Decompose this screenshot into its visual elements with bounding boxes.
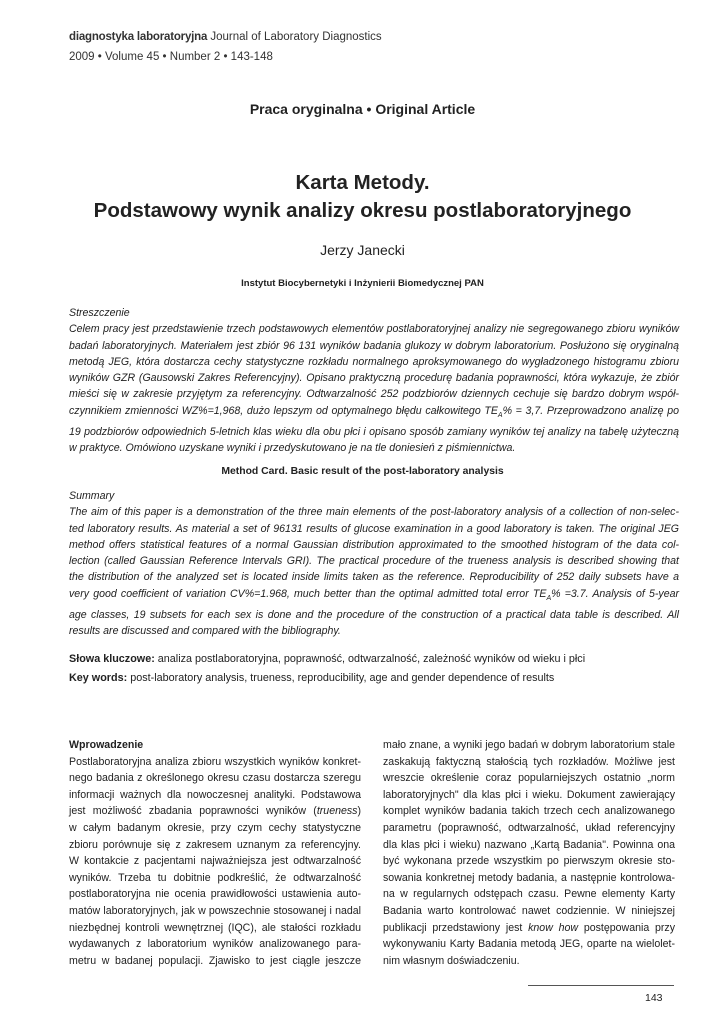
keywords-pl-label: Słowa kluczowe:	[69, 653, 155, 665]
body-line: na w regularnych odstępach czasu. Pewne elementy Karty	[383, 888, 675, 901]
body-line: informacji ważnych dla nowoczesnej analityki. Podstawowa	[69, 788, 361, 801]
body-line: Badania warto kontrolować nawet codziennie. W niniejszej	[383, 904, 675, 917]
abstract-pl-line-te	[69, 403, 679, 424]
body-line-text: publikacji przedstawiony jest	[383, 921, 529, 934]
title-line-2: Podstawowy wynik analizy okresu postlaboratoryjnego	[93, 199, 632, 222]
keywords-en-label: Key words:	[69, 672, 128, 684]
keywords-pl	[69, 651, 679, 667]
body-line-trueness	[69, 803, 361, 820]
body-line: niezbędnej kontroli wewnętrznej (IQC), ale stałości rozkładu	[69, 921, 361, 934]
abstract-en-line: lection (called Gaussian Reference Intervals GRI). The practical procedure of the trueness analysis is described showing that	[69, 555, 679, 568]
body-line: zbioru porównuje się z zakresem uznanym za referencyjny.	[69, 838, 361, 851]
body-right-column	[383, 737, 675, 969]
body-line-knowhow	[383, 920, 675, 937]
body-line: mało znane, a wyniki jego badań w dobrym laboratorium stale	[383, 739, 675, 751]
body-left-column	[69, 737, 361, 969]
know-how-tail: postępowania przy	[578, 921, 676, 934]
body-line: parametru (poprawność, odtwarzalność, układ referencyjny	[383, 821, 675, 834]
english-title: Method Card. Basic result of the post-laboratory analysis	[221, 466, 504, 477]
abstract-en-line: method offers statistical features of a normal Gaussian distribution approximated to the smoothed histogram of the data col-	[69, 538, 679, 551]
abstract-pl	[69, 305, 679, 457]
abstract-en-te-tail: % =3.7. Analysis of 5-year	[551, 587, 680, 600]
author: Jerzy Janecki	[320, 242, 405, 258]
keywords-en-text: post-laboratory analysis, trueness, reproducibility, age and gender dependence of results	[130, 672, 555, 684]
footer-rule	[528, 985, 674, 986]
abstract-pl-line: 19 podzbiorów odpowiednich 5-letnich klas wieku dla obu płci i opisano sposób zamiany wyników tej analizy na tabelę użyteczną	[69, 426, 679, 439]
body-line: W kontakcie z pacjentami najważniejsza jest odtwarzalność	[69, 855, 361, 868]
body-line: nim własnym doświadczeniu.	[383, 954, 520, 967]
abstract-pl-line: metodą JEG, która dostarcza cechy statystyczne rozkładu normalnego aproksymowanego do wygładzonego histogramu zbioru	[69, 355, 679, 368]
section-label: Praca oryginalna • Original Article	[249, 101, 476, 117]
body-line-text: jest możliwość zbadania poprawności wyników (	[69, 805, 317, 818]
abstract-en-line: ted laboratory results. As material a set of 96131 results of glucose examination in a good laboratory is taken. The original JEG	[69, 522, 679, 535]
body-line: wyników. Trzeba tu dobitnie podkreślić, że odtwarzalność	[69, 871, 361, 884]
body-line: wykonywaniu Karty Badania metodą JEG, oparte na wielolet-	[383, 938, 675, 951]
abstract-pl-te-text: czynnikiem zmienności WZ%=1,968, dużo lepszym od optymalnego błędu całkowitego TE	[69, 404, 498, 417]
journal-header	[69, 31, 382, 43]
body-line: metru w badanej populacji. Zjawisko to jest ciągle jeszcze	[69, 954, 361, 967]
abstract-pl-line: mieści się w zakresie przyjętym za referencyjny. Odtwarzalność 252 podzbiorów dziennych cechuje się bardzo dobrym współ-	[69, 388, 679, 401]
body-line: dla klas płci i wieku) nazwano „Kartą Badania". Powinna ona	[383, 838, 675, 851]
title-line-1: Karta Metody.	[295, 171, 430, 194]
abstract-pl-line: badań laboratoryjnych. Materiałem jest zbiór 96 131 wyników badania glukozy w dobrym laboratorium. Posłużono się oryginalną	[69, 339, 679, 352]
abstract-en-line: The aim of this paper is a demonstration of the three main elements of the post-laboratory analysis of a collection of non-selec-	[69, 506, 679, 519]
body-line: zaskakują faktyczną stałością tych rozkładów. Możliwe jest	[383, 755, 675, 768]
body-line: wydawanych z laboratorium wyników analizowanego para-	[69, 938, 361, 951]
abstract-en-te-text: very good coefficient of variation CV%=1.968, much better than the optimal admitted total error TE	[69, 587, 547, 600]
keywords-pl-text: analiza postlaboratoryjna, poprawność, odtwarzalność, zależność wyników od wieku i płci	[157, 653, 586, 665]
section-heading: Wprowadzenie	[69, 739, 144, 751]
body-line: nego badania z określonego okresu czasu dostarcza szeregu	[69, 772, 361, 785]
body-line: być wykonana przede wszystkim po pierwszym okresie sto-	[383, 855, 675, 868]
body-line: sowania konkretnej metody badania, a następnie kontrolowa-	[383, 871, 675, 884]
volume-line: 2009 • Volume 45 • Number 2 • 143-148	[69, 51, 273, 63]
body-line: komplet wyników badania takich trzech cech analizowanego	[383, 805, 675, 818]
trueness-tail: )	[357, 805, 361, 818]
article-title	[0, 169, 725, 225]
know-how-word: know how	[528, 921, 579, 934]
abstract-pl-te-tail: % = 3,7. Przeprowadzono analizę po	[502, 404, 679, 417]
body-line: wreszcie określenie coraz popularniejszych ostatnio „norm	[383, 772, 675, 785]
body-line: w całym badanym okresie, przy czym cechy statystyczne	[69, 821, 361, 834]
journal-name: Journal of Laboratory Diagnostics	[210, 31, 382, 43]
abstract-en	[69, 488, 679, 640]
te-subscript: A	[546, 594, 552, 602]
abstract-en-heading: Summary	[69, 490, 115, 502]
abstract-pl-heading: Streszczenie	[69, 307, 130, 319]
abstract-pl-line: Celem pracy jest przedstawienie trzech podstawowych elementów postlaboratoryjnej analizy nie segregowanego zbioru wyników	[69, 323, 679, 336]
abstract-pl-line: w praktyce. Omówiono uzyskane wyniki i przedyskutowano je na tle doniesień z piśmiennictwa.	[69, 442, 516, 455]
abstract-en-line: the distribution of the analyzed set is located inside limits taken as the reference. Reproducibility of 252 daily subsets have a	[69, 571, 679, 584]
body-line: matów laboratoryjnych, jak w powszechnie stosowanej i nadal	[69, 904, 361, 917]
journal-brand: diagnostyka laboratoryjna	[69, 31, 208, 43]
body-line: Postlaboratoryjna analiza zbioru wszystkich wyników konkret-	[69, 755, 361, 768]
body-line: postlaboratoryjna nie ocenia prawidłowości ustawienia auto-	[69, 888, 361, 901]
abstract-en-line-te	[69, 586, 679, 607]
trueness-word: trueness	[316, 805, 358, 818]
keywords-en	[69, 670, 679, 686]
affiliation: Instytut Biocybernetyki i Inżynierii Biomedycznej PAN	[241, 278, 484, 289]
page-number: 143	[645, 992, 663, 1004]
abstract-en-line: results are discussed and compared with the bibliography.	[69, 625, 341, 638]
abstract-pl-line: wyników GZR (Gausowski Zakres Referencyjny). Opisano praktyczną procedurę badania poprawności, która wykazuje, że zbiór	[69, 372, 679, 385]
abstract-en-line: age classes, 19 subsets for each sex is done and the procedure of the construction of a practical data table is described. All	[69, 609, 679, 622]
te-subscript: A	[497, 411, 503, 419]
body-line: laboratoryjnych" dla klas płci i wieku. Dokument zawierający	[383, 788, 675, 801]
